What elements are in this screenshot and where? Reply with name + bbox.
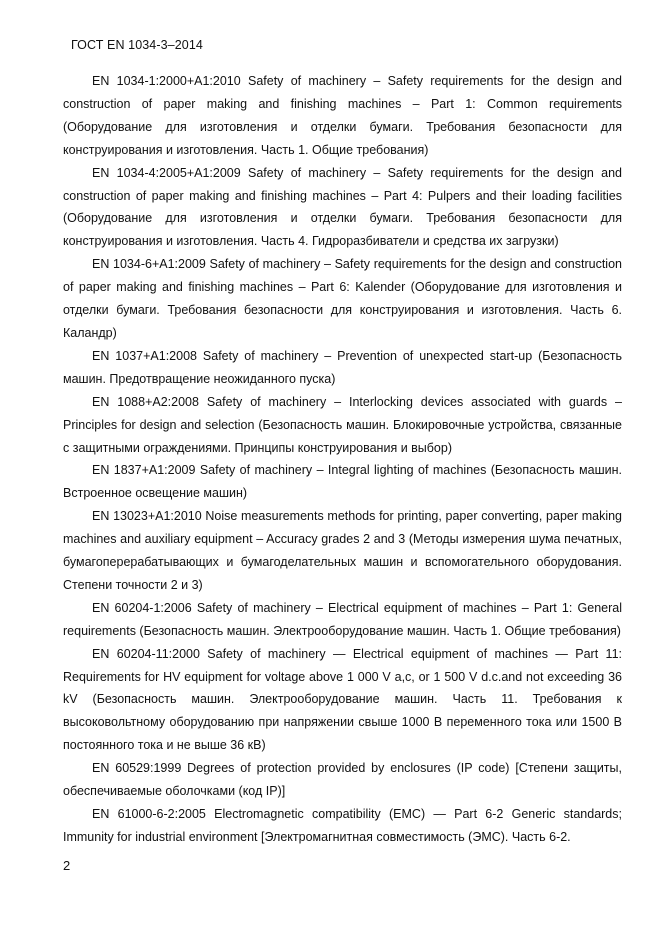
reference-en-1034-1: EN 1034-1:2000+A1:2010 Safety of machinery – Safety requirements for the design and construction of paper making and finishing machines – Part 1: Common requirements (Оборудование для изготовления и отделки бумаги. Требования безопасности для конструирования и изготовления. Часть 1. Общие требования) (63, 74, 622, 157)
normative-references (63, 70, 622, 849)
reference-en-60529: EN 60529:1999 Degrees of protection provided by enclosures (IP code) [Степени защиты, обеспечиваемые оболочками (код IP)] (63, 761, 622, 799)
reference-en-1837: EN 1837+A1:2009 Safety of machinery – Integral lighting of machines (Безопасность машин. Встроенное освещение машин) (63, 463, 622, 501)
reference-en-1034-6: EN 1034-6+A1:2009 Safety of machinery – Safety requirements for the design and construction of paper making and finishing machines – Part 6: Kalender (Оборудование для изготовления и отделки бумаги. Требования безопасности для конструирования и изготовления. Часть 6. Каландр) (63, 257, 622, 340)
reference-en-60204-1: EN 60204-1:2006 Safety of machinery – Electrical equipment of machines – Part 1: General requirements (Безопасность машин. Электрооборудование машин. Часть 1. Общие требования) (63, 600, 622, 638)
reference-en-1034-4: EN 1034-4:2005+A1:2009 Safety of machinery – Safety requirements for the design and construction of paper making and finishing machines – Part 4: Pulpers and their loading facilities (Оборудование для изготовления и отделки бумаги. Требования безопасности для конструирования и изготовления. Часть 4. Гидроразбиватели и средства их загрузки) (63, 165, 622, 249)
reference-en-1088: EN 1088+A2:2008 Safety of machinery – Interlocking devices associated with guards – Principles for design and selection (Безопасность машин. Блокировочные устройства, связанные с защитными ограждениями. Принципы конструирования и выбор) (63, 394, 622, 455)
reference-en-60204-11: EN 60204-11:2000 Safety of machinery — Electrical equipment of machines — Part 11: Requirements for HV equipment for voltage above 1 000 V a,c, or 1 500 V d.c.and not exceeding 36 kV (Безопасность машин. Электрооборудование машин. Часть 11. Требования к высоковольтному оборудованию при напряжении свыше 1000 В переменного тока или 1500 В постоянного тока и не выше 36 кВ) (63, 646, 622, 753)
reference-en-13023: EN 13023+A1:2010 Noise measurements methods for printing, paper converting, paper making machines and auxiliary equipment – Accuracy grades 2 and 3 (Методы измерения шума печатных, бумагоперерабатывающих и бумагоделательных машин и вспомогательного оборудования. Степени точности 2 и 3) (63, 509, 622, 592)
reference-en-61000-6-2: EN 61000-6-2:2005 Electromagnetic compatibility (EMC) — Part 6-2 Generic standards; Immunity for industrial environment [Электромагнитная совместимость (ЭМС). Часть 6-2. (63, 807, 622, 844)
page-number: 2 (63, 858, 71, 873)
reference-en-1037: EN 1037+A1:2008 Safety of machinery – Prevention of unexpected start-up (Безопасность машин. Предотвращение неожиданного пуска) (63, 348, 622, 386)
document-header: ГОСТ EN 1034-3–2014 (71, 38, 203, 52)
